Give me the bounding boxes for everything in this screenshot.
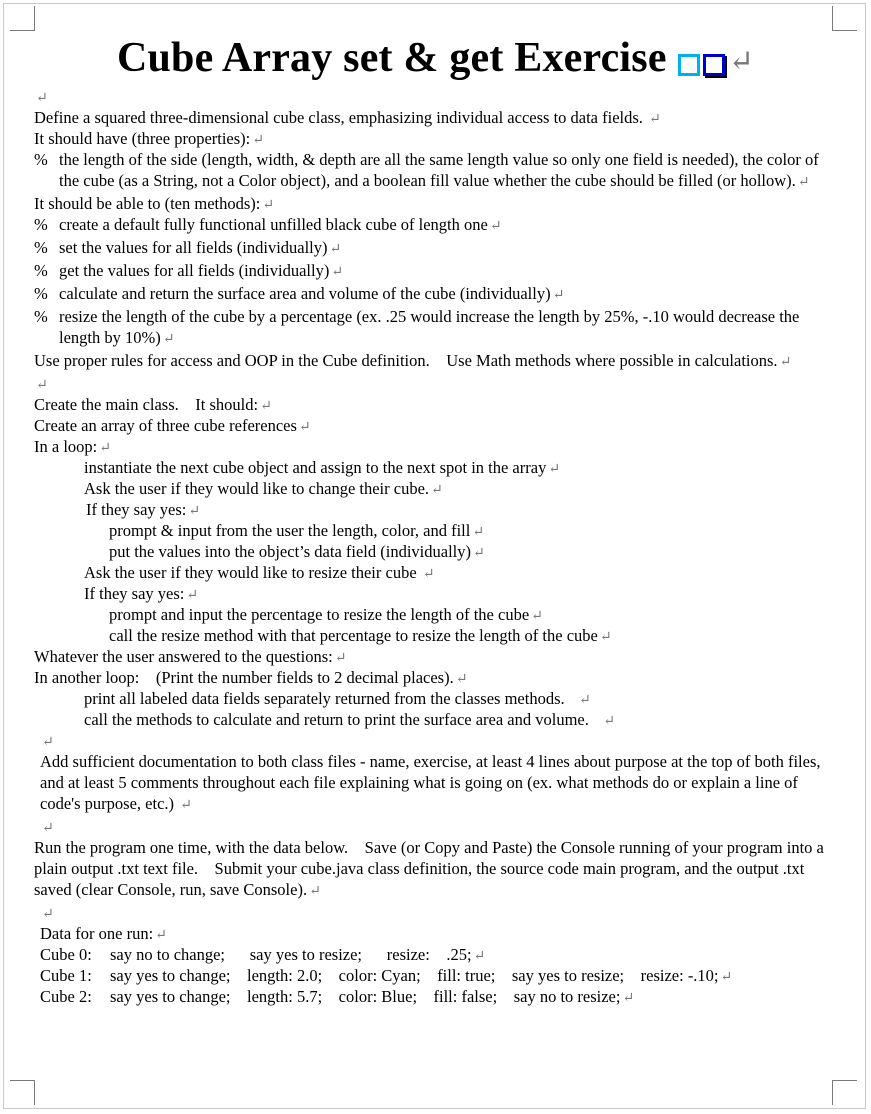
- print-step: call the methods to calculate and return to print the surface area and volume. ↵: [84, 710, 615, 729]
- page-title: [0, 34, 871, 85]
- rules-text: Use proper rules for access and OOP in the Cube definition. Use Math methods where possible in calculations. ↵: [34, 351, 792, 370]
- main-line: In another loop: (Print the number fields to 2 decimal places). ↵: [34, 668, 468, 687]
- method-item: % get the values for all fields (individually) ↵: [34, 261, 344, 280]
- loop-step: Ask the user if they would like to resize their cube ↵: [84, 563, 435, 582]
- data-row: Cube 2: say yes to change; length: 5.7; color: Blue; fill: false; say no to resize; ↵: [40, 987, 635, 1006]
- main-line: Create the main class. It should: ↵: [34, 395, 272, 414]
- loop-step: prompt and input the percentage to resize the length of the cube ↵: [109, 605, 543, 624]
- main-line: In a loop: ↵: [34, 437, 111, 456]
- blank-line: ↵: [36, 378, 48, 393]
- main-line: Whatever the user answered to the questions: ↵: [34, 647, 347, 666]
- method-item: % resize the length of the cube by a percentage (ex. .25 would increase the length by 25%, -.10 would decrease the length by 10%) ↵: [34, 307, 800, 347]
- cyan-square-icon: [678, 54, 700, 76]
- data-row: Cube 0: say no to change; say yes to resize; resize: .25; ↵: [40, 945, 486, 964]
- title-text: Cube Array set & get Exercise: [116, 35, 667, 81]
- main-line: Create an array of three cube references ↵: [34, 416, 311, 435]
- data-row: Cube 1: say yes to change; length: 2.0; color: Cyan; fill: true; say yes to resize; resize: -.10; ↵: [40, 966, 733, 985]
- properties-heading: It should have (three properties): ↵: [34, 129, 264, 148]
- print-step: print all labeled data fields separately returned from the classes methods. ↵: [84, 689, 591, 708]
- loop-step: put the values into the object’s data field (individually) ↵: [109, 542, 485, 561]
- loop-step: If they say yes: ↵: [86, 500, 201, 519]
- paragraph-mark-icon: ↵: [728, 45, 755, 78]
- property-item: % the length of the side (length, width, & depth are all the same length value so only one field is needed), the color of the cube (as a String, not a Color object), and a boolean fill value whether the cube should be filled (or hollow). ↵: [34, 150, 819, 190]
- loop-step: call the resize method with that percentage to resize the length of the cube ↵: [109, 626, 612, 645]
- data-heading: Data for one run: ↵: [40, 924, 167, 943]
- blank-line: ↵: [42, 907, 54, 922]
- loop-step: instantiate the next cube object and assign to the next spot in the array ↵: [84, 458, 561, 477]
- paragraph-mark-icon: ↵: [36, 91, 48, 106]
- run-instructions: Run the program one time, with the data below. Save (or Copy and Paste) the Console running of your program into a plain output .txt text file. Submit your cube.java class definition, the source code main program, and the output .txt saved (clear Console, run, save Console). ↵: [34, 838, 828, 899]
- crop-mark-top-right: [832, 6, 857, 31]
- crop-mark-top-left: [10, 6, 35, 31]
- method-item: % calculate and return the surface area and volume of the cube (individually) ↵: [34, 284, 565, 303]
- crop-mark-bottom-right: [832, 1080, 857, 1105]
- documentation-text: Add sufficient documentation to both class files - name, exercise, at least 4 lines about purpose at the top of both files, and at least 5 comments throughout each file explaining what is going on (ex. what methods do or explain a line of code's purpose, etc.) ↵: [40, 752, 821, 813]
- blue-square-icon: [703, 54, 725, 76]
- crop-mark-bottom-left: [10, 1080, 35, 1105]
- blank-line: ↵: [42, 821, 54, 836]
- method-item: % create a default fully functional unfilled black cube of length one ↵: [34, 215, 502, 234]
- loop-step: Ask the user if they would like to change their cube. ↵: [84, 479, 443, 498]
- methods-heading: It should be able to (ten methods): ↵: [34, 194, 275, 213]
- spec-intro: Define a squared three-dimensional cube class, emphasizing individual access to data fields. ↵: [34, 108, 661, 127]
- method-item: % set the values for all fields (individually) ↵: [34, 238, 342, 257]
- blank-line: ↵: [42, 735, 54, 750]
- loop-step: prompt & input from the user the length, color, and fill ↵: [109, 521, 485, 540]
- loop-step: If they say yes: ↵: [84, 584, 199, 603]
- blank-line: [34, 86, 834, 107]
- document-body: [34, 86, 834, 1007]
